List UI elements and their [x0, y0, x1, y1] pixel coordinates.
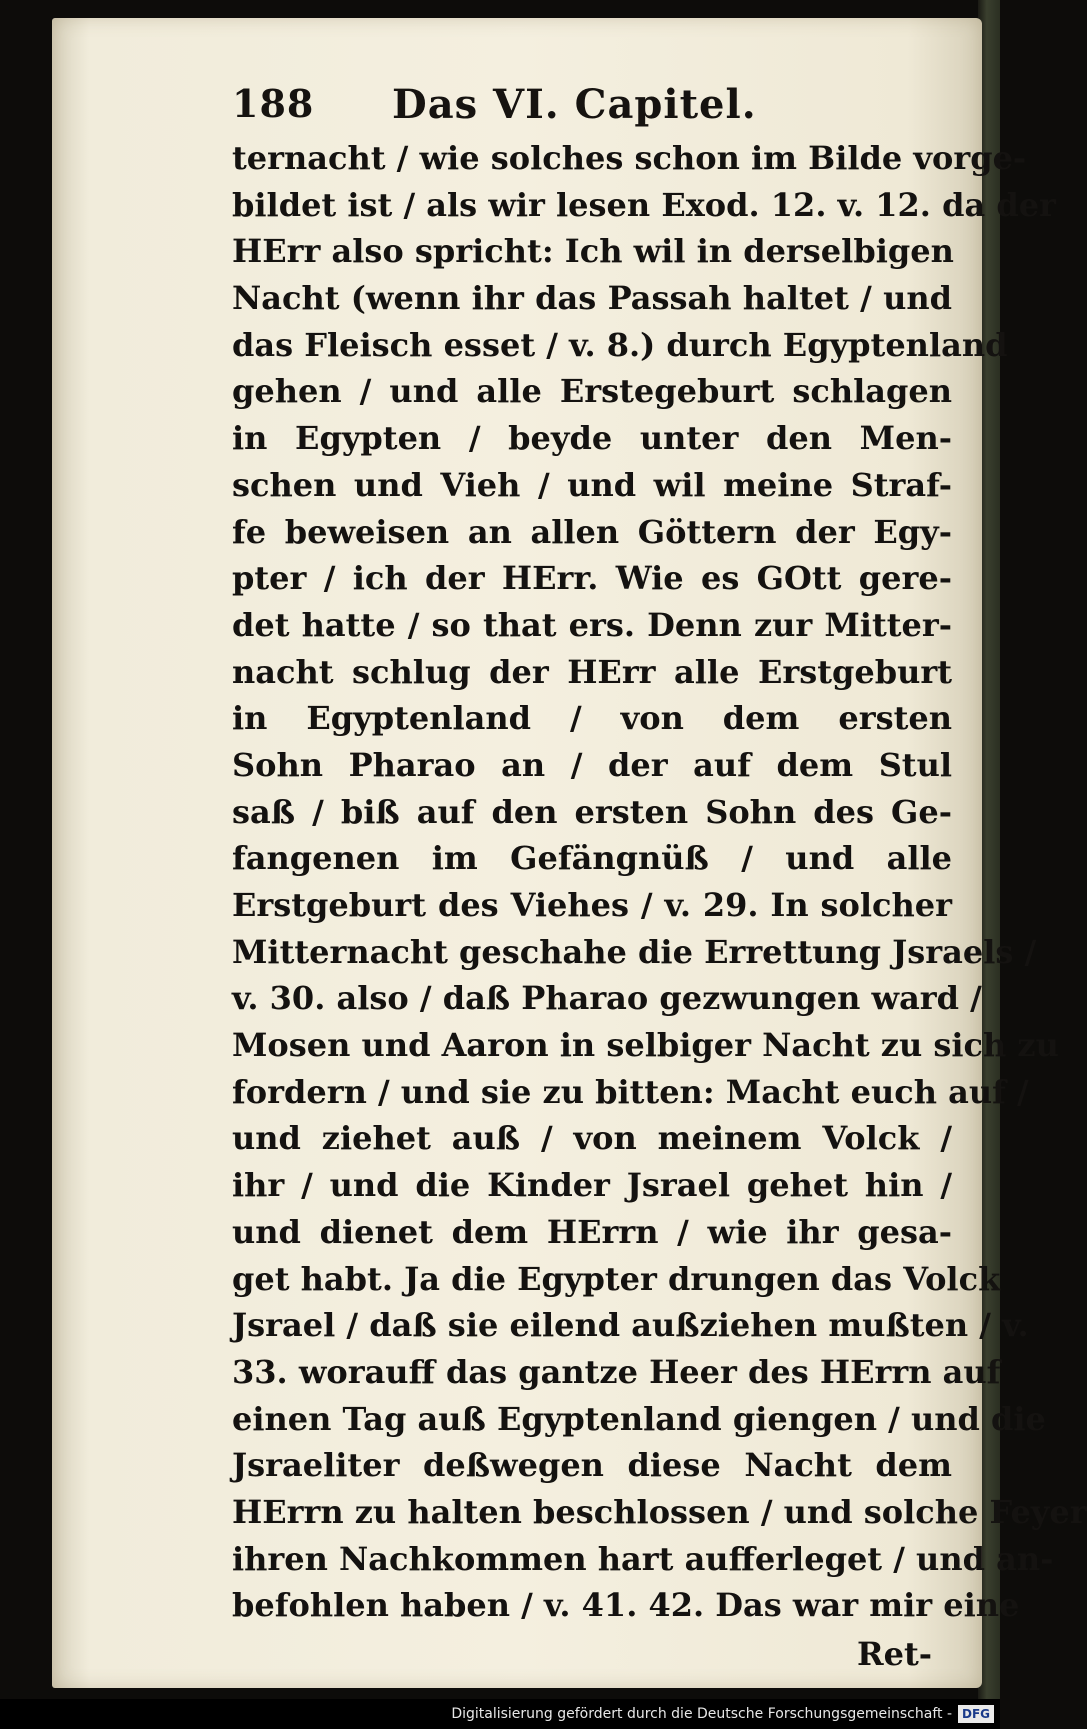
text-block: [182, 73, 1087, 1677]
text-line: pter / ich der HErr. Wie es GOtt gere-: [232, 559, 952, 598]
text-line: schen und Vieh / und wil meine Straf-: [232, 465, 952, 504]
body-text: [182, 135, 1087, 1629]
text-line: det hatte / so that ers. Denn zur Mitter-: [232, 605, 952, 644]
text-line: Mosen und Aaron in selbiger Nacht zu sich zu: [232, 1026, 1059, 1065]
text-line: ihr / und die Kinder Jsrael gehet hin /: [232, 1166, 952, 1205]
text-line: das Fleisch esset / v. 8.) durch Egyptenland: [232, 325, 1008, 364]
page-number: 188: [232, 81, 315, 126]
text-line: HErrn zu halten beschlossen / und solche Feyer: [232, 1492, 1087, 1531]
text-line: befohlen haben / v. 41. 42. Das war mir eine: [232, 1586, 1020, 1625]
catchword: Ret-: [856, 1635, 932, 1673]
text-line: ihren Nachkommen hart aufferleget / und an-: [232, 1539, 1054, 1578]
running-head: Das VI. Capitel.: [392, 81, 757, 128]
text-line: Erstgeburt des Viehes / v. 29. In solcher: [232, 886, 952, 924]
text-line: Jsrael / daß sie eilend außziehen mußten / v.: [232, 1306, 1029, 1345]
text-line: Jsraeliter deßwegen diese Nacht dem: [232, 1446, 952, 1485]
text-line: HErr also spricht: Ich wil in derselbigen: [232, 232, 954, 271]
footer-bar: [0, 1699, 1000, 1729]
text-line: bildet ist / als wir lesen Exod. 12. v. 12. da der: [232, 185, 1056, 224]
dfg-logo: DFG: [958, 1705, 994, 1723]
text-line: Nacht (wenn ihr das Passah haltet / und: [232, 279, 952, 318]
page-header: [182, 73, 952, 135]
text-line: fordern / und sie zu bitten: Macht euch auf /: [232, 1072, 1029, 1111]
text-line: einen Tag auß Egyptenland giengen / und die: [232, 1399, 1046, 1438]
text-line: Mitternacht geschahe die Errettung Jsraels /: [232, 932, 1037, 971]
text-line: ternacht / wie solches schon im Bilde vorge-: [232, 139, 1027, 177]
text-line: und ziehet auß / von meinem Volck /: [232, 1119, 952, 1158]
text-line: in Egyptenland / von dem ersten: [232, 699, 952, 738]
text-line: fe beweisen an allen Göttern der Egy-: [232, 512, 952, 551]
text-line: fangenen im Gefängnüß / und alle: [232, 839, 952, 878]
text-line: get habt. Ja die Egypter drungen das Volck: [232, 1259, 1001, 1298]
text-line: und dienet dem HErrn / wie ihr gesa-: [232, 1212, 952, 1251]
text-line: nacht schlug der HErr alle Erstgeburt: [232, 652, 952, 691]
text-line: 33. worauff das gantze Heer des HErrn auf: [232, 1352, 1001, 1391]
text-line: Sohn Pharao an / der auf dem Stul: [232, 745, 952, 784]
funding-notice: Digitalisierung gefördert durch die Deutsche Forschungsgemeinschaft -: [451, 1706, 952, 1722]
book-page: [52, 18, 1087, 1688]
text-line: gehen / und alle Erstegeburt schlagen: [232, 372, 952, 411]
text-line: in Egypten / beyde unter den Men-: [232, 419, 952, 458]
text-line: v. 30. also / daß Pharao gezwungen ward /: [232, 979, 982, 1018]
text-line: saß / biß auf den ersten Sohn des Ge-: [232, 792, 952, 831]
